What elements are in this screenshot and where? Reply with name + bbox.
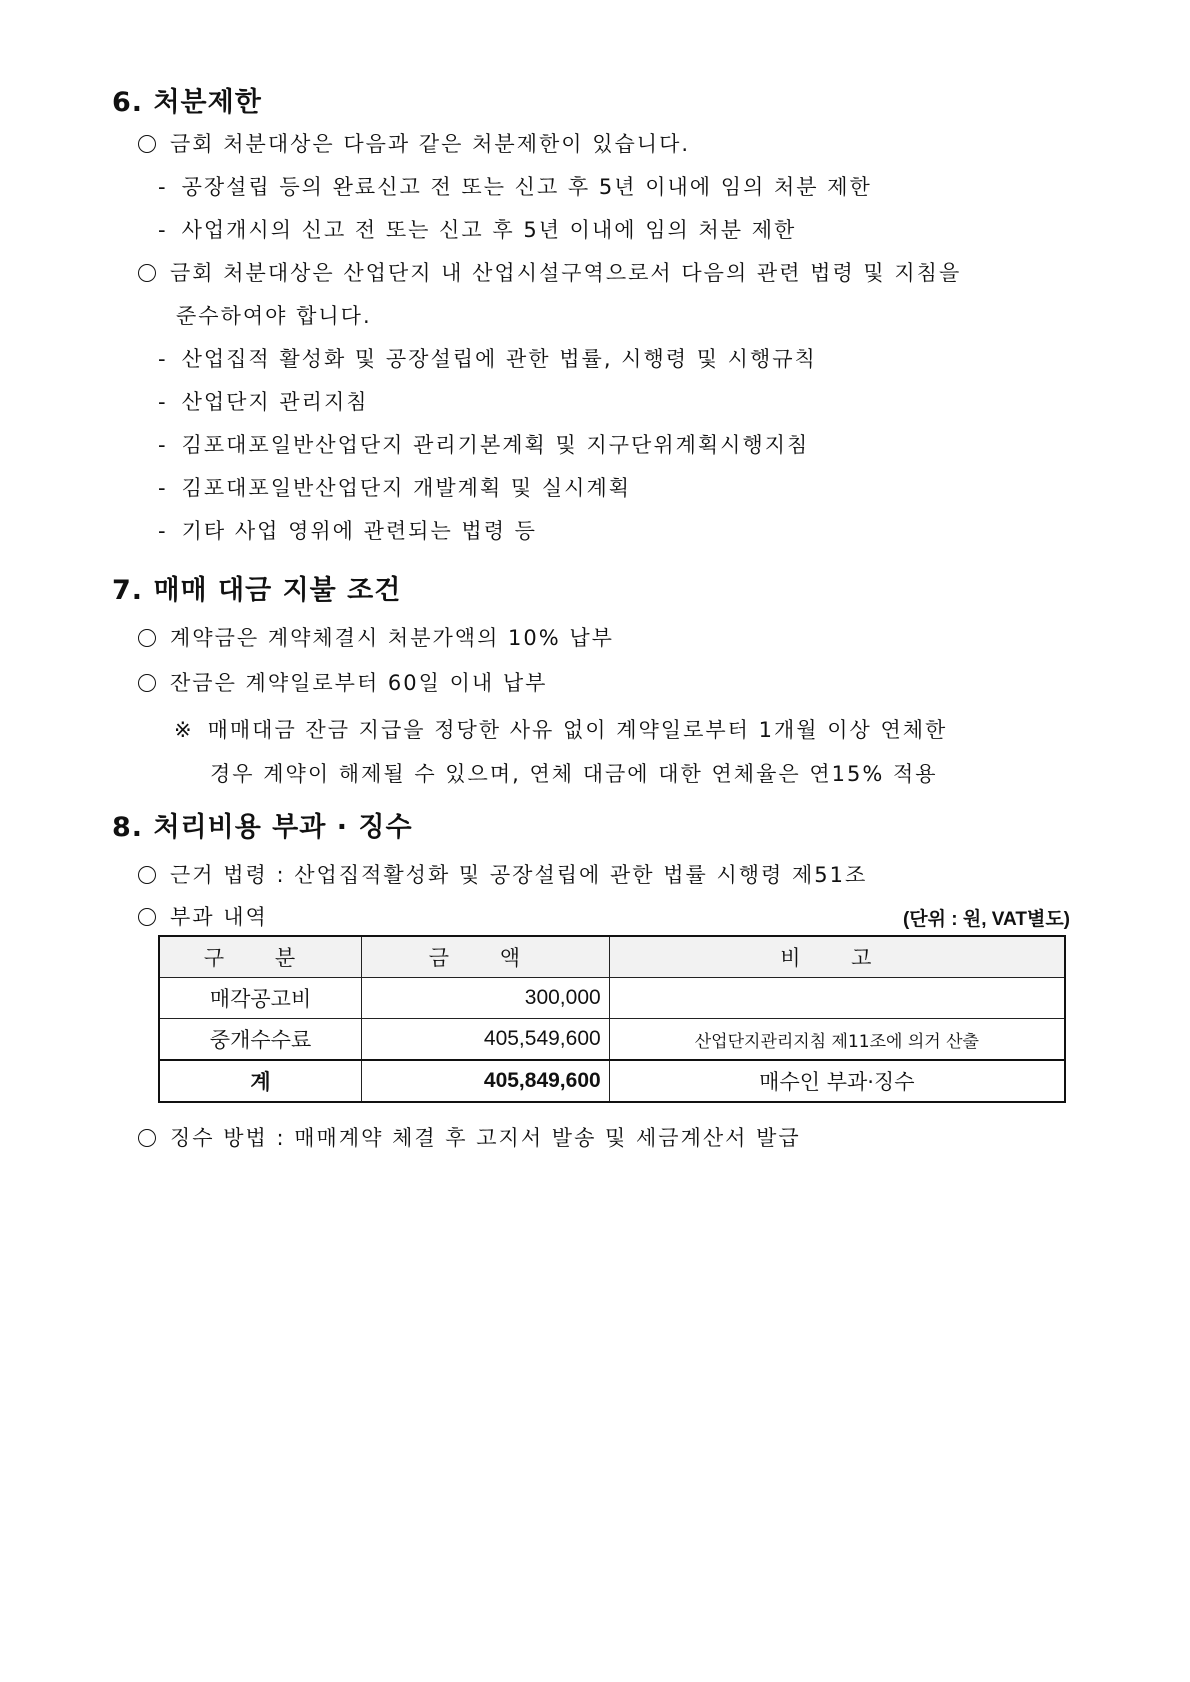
fee-table — [158, 935, 1066, 1103]
s8-bullet-1 — [138, 861, 867, 889]
s7-bullet-2-text: 잔금은 계약일로부터 60일 이내 납부 — [170, 671, 548, 695]
s7-bullet-1 — [138, 624, 614, 652]
circle-bullet-icon — [138, 866, 156, 884]
table-total-row — [159, 1060, 1065, 1102]
s8-bullet-2 — [138, 903, 268, 931]
unit-label: (단위 : 원, VAT별도) — [902, 909, 1070, 930]
section-7-heading: 7. 매매 대금 지불 조건 — [112, 575, 402, 606]
section-8-heading: 8. 처리비용 부과 · 징수 — [112, 812, 413, 843]
table-header-row — [159, 936, 1065, 978]
dash-marker: - — [158, 390, 168, 414]
s6-bullet-2 — [138, 259, 961, 287]
s6-b2-item-3-text: 김포대포일반산업단지 관리기본계획 및 지구단위계획시행지침 — [181, 433, 810, 457]
s6-b2-item-5 — [158, 517, 537, 545]
s7-note-line-1: 매매대금 잔금 지급을 정당한 사유 없이 계약일로부터 1개월 이상 연체한 — [207, 718, 948, 742]
column-header-category: 구 분 — [159, 936, 362, 978]
cell-amount: 405,849,600 — [362, 1060, 610, 1102]
s6-b1-item-1-text: 공장설립 등의 완료신고 전 또는 신고 후 5년 이내에 임의 처분 제한 — [181, 175, 872, 199]
s8-bullet-3 — [138, 1124, 801, 1152]
column-header-note: 비 고 — [609, 936, 1065, 978]
cell-amount: 405,549,600 — [362, 1019, 610, 1061]
s7-bullet-2 — [138, 669, 547, 697]
s6-b2-item-3 — [158, 431, 809, 459]
circle-bullet-icon — [138, 674, 156, 692]
dash-marker: - — [158, 175, 168, 199]
reference-mark-icon: ※ — [174, 718, 194, 742]
s8-bullet-3-text: 징수 방법 : 매매계약 체결 후 고지서 발송 및 세금계산서 발급 — [170, 1126, 801, 1150]
section-6-heading: 6. 처분제한 — [112, 87, 262, 118]
circle-bullet-icon — [138, 135, 156, 153]
s7-note-line-2: 경우 계약이 해제될 수 있으며, 연체 대금에 대한 연체율은 연15% 적용 — [210, 762, 938, 786]
s6-b2-item-1-text: 산업집적 활성화 및 공장설립에 관한 법률, 시행령 및 시행규칙 — [181, 347, 817, 371]
dash-marker: - — [158, 347, 168, 371]
circle-bullet-icon — [138, 908, 156, 926]
cell-note — [609, 978, 1065, 1019]
s6-b2-item-1 — [158, 345, 817, 373]
s7-note — [174, 716, 947, 744]
circle-bullet-icon — [138, 264, 156, 282]
dash-marker: - — [158, 476, 168, 500]
cell-category: 계 — [159, 1060, 362, 1102]
s7-bullet-1-text: 계약금은 계약체결시 처분가액의 10% 납부 — [170, 626, 614, 650]
dash-marker: - — [158, 218, 168, 242]
dash-marker: - — [158, 519, 168, 543]
s8-bullet-2-text: 부과 내역 — [170, 905, 268, 929]
circle-bullet-icon — [138, 629, 156, 647]
s6-bullet-1 — [138, 130, 690, 158]
table-row — [159, 978, 1065, 1019]
s6-bullet-2-text: 금회 처분대상은 산업단지 내 산업시설구역으로서 다음의 관련 법령 및 지침을 — [170, 261, 962, 285]
dash-marker: - — [158, 433, 168, 457]
circle-bullet-icon — [138, 1129, 156, 1147]
column-header-amount: 금 액 — [362, 936, 610, 978]
cell-amount: 300,000 — [362, 978, 610, 1019]
s8-bullet-1-text: 근거 법령 : 산업집적활성화 및 공장설립에 관한 법률 시행령 제51조 — [170, 863, 868, 887]
s6-bullet-1-text: 금회 처분대상은 다음과 같은 처분제한이 있습니다. — [170, 132, 691, 156]
s6-b2-item-2-text: 산업단지 관리지침 — [181, 390, 369, 414]
cell-note: 매수인 부과·징수 — [609, 1060, 1065, 1102]
s6-b1-item-1 — [158, 173, 872, 201]
s6-b1-item-2-text: 사업개시의 신고 전 또는 신고 후 5년 이내에 임의 처분 제한 — [181, 218, 797, 242]
s6-b2-item-2 — [158, 388, 369, 416]
s6-b1-item-2 — [158, 216, 796, 244]
cell-category: 중개수수료 — [159, 1019, 362, 1061]
s6-b2-item-5-text: 기타 사업 영위에 관련되는 법령 등 — [181, 519, 537, 543]
cell-note: 산업단지관리지침 제11조에 의거 산출 — [609, 1019, 1065, 1061]
s6-b2-item-4 — [158, 474, 631, 502]
table-row — [159, 1019, 1065, 1061]
s6-b2-item-4-text: 김포대포일반산업단지 개발계획 및 실시계획 — [181, 476, 632, 500]
cell-category: 매각공고비 — [159, 978, 362, 1019]
s6-bullet-2-cont: 준수하여야 합니다. — [176, 304, 372, 328]
